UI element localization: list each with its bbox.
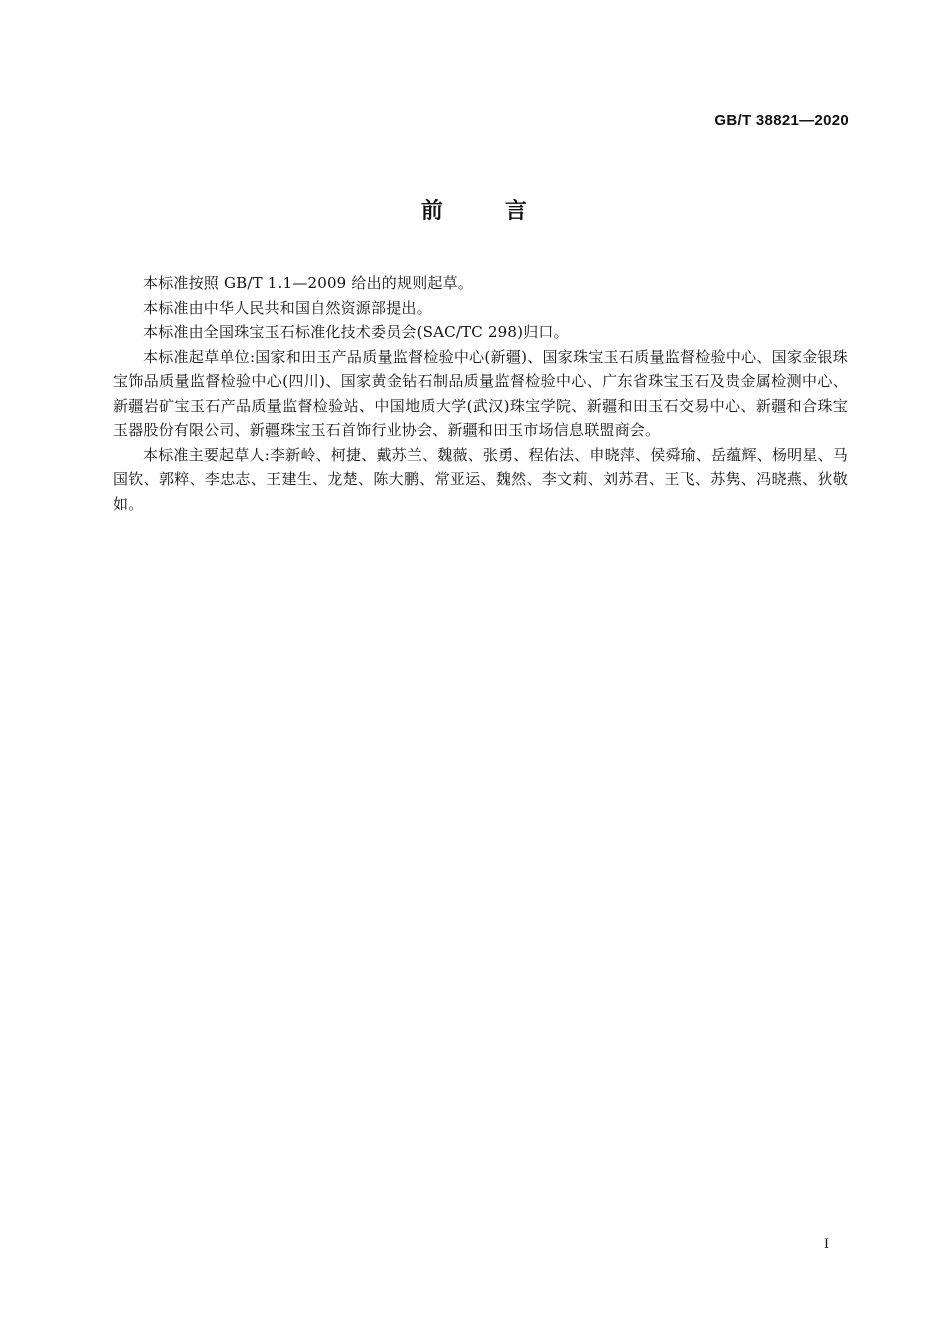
page-title: 前 言 <box>420 199 530 224</box>
paragraph-drafting-units: 本标准起草单位:国家和田玉产品质量监督检验中心(新疆)、国家珠宝玉石质量监督检验中心、国家金银珠宝饰品质量监督检验中心(四川)、国家黄金钻石制品质量监督检验中心、广东省珠宝玉石及贵金属检测中心、新疆岩矿宝玉石产品质量监督检验站、中国地质大学(武汉)珠宝学院、新疆和田玉石交易中心、新疆和合珠宝玉器股份有限公司、新疆珠宝玉石首饰行业协会、新疆和田玉市场信息联盟商会。 <box>113 347 848 439</box>
page-number: I <box>824 1236 829 1252</box>
paragraph-drafters: 本标准主要起草人:李新岭、柯捷、戴苏兰、魏薇、张勇、程佑法、申晓萍、侯舜瑜、岳蕴辉、杨明星、马国钦、郭粹、李忠志、王建生、龙楚、陈大鹏、常亚运、魏然、李文莉、刘苏君、王飞、苏隽、冯晓燕、狄敬如。 <box>113 445 848 513</box>
paragraph-drafting-rules: 本标准按照 GB/T 1.1—2009 给出的规则起草。 <box>143 274 473 292</box>
foreword-body <box>113 271 848 516</box>
standard-number: GB/T 38821—2020 <box>714 112 849 129</box>
paragraph-administrator: 本标准由全国珠宝玉石标准化技术委员会(SAC/TC 298)归口。 <box>143 323 569 341</box>
paragraph-proposer: 本标准由中华人民共和国自然资源部提出。 <box>143 298 432 317</box>
